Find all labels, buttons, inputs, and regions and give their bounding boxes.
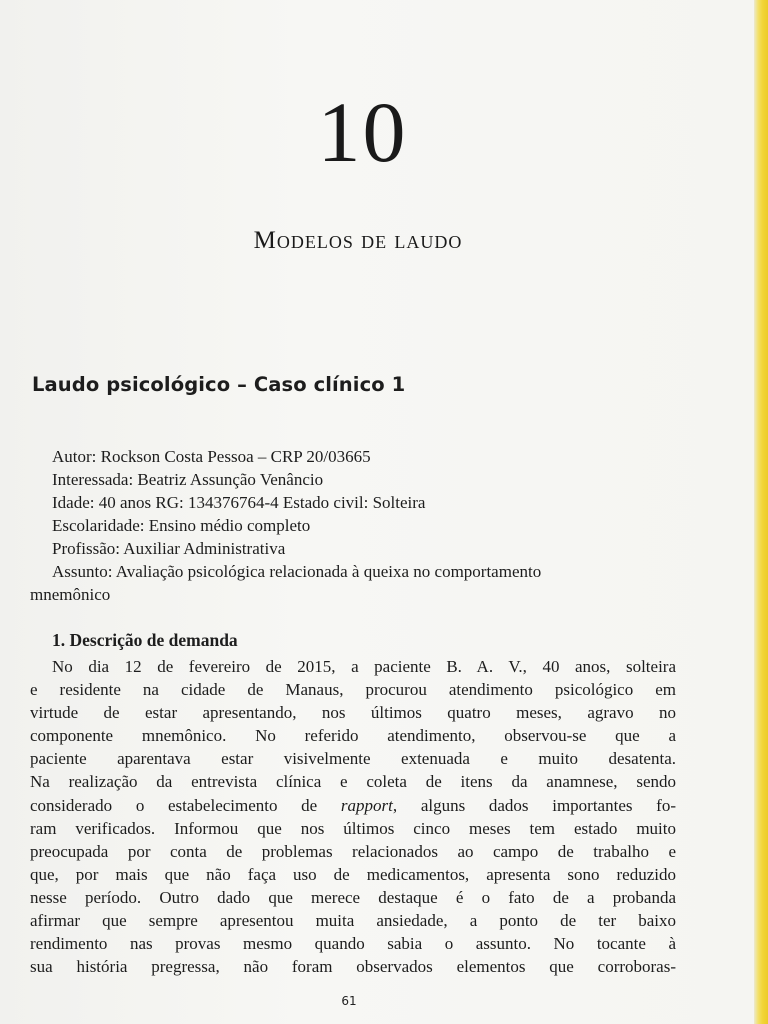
meta-interested-party: Interessada: Beatriz Assunção Venâncio <box>52 470 324 489</box>
body-line: preocupada por conta de problemas relacionados ao campo de trabalho e <box>30 841 676 861</box>
report-metadata <box>30 445 690 606</box>
body-line: e residente na cidade de Manaus, procurou atendimento psicológico em <box>30 680 676 700</box>
body-line: No dia 12 de fevereiro de 2015, a paciente B. A. V., 40 anos, solteira <box>52 657 676 676</box>
body-line <box>30 794 676 817</box>
body-line: paciente aparentava estar visivelmente extenuada e muito desatenta. <box>30 749 676 769</box>
body-line: que, por mais que não faça uso de medicamentos, apresenta sono reduzido <box>30 864 676 884</box>
body-line: componente mnemônico. No referido atendimento, observou-se que a <box>30 726 676 746</box>
body-line: nesse período. Outro dado que merece destaque é o fato de a probanda <box>30 887 676 907</box>
body-line: Na realização da entrevista clínica e coleta de itens da anamnese, sendo <box>30 772 676 792</box>
meta-profession: Profissão: Auxiliar Administrativa <box>52 539 286 558</box>
meta-age-id-status: Idade: 40 anos RG: 134376764-4 Estado civil: Solteira <box>52 493 426 512</box>
body-line-segment: considerado o estabelecimento de <box>30 795 341 815</box>
page-number: 61 <box>341 994 357 1008</box>
body-line: rendimento nas provas mesmo quando sabia o assunto. No tocante à <box>30 934 676 954</box>
page-edge <box>754 0 768 1024</box>
section-heading: Laudo psicológico – Caso clínico 1 <box>32 373 406 396</box>
chapter-title: Modelos de laudo <box>253 227 463 254</box>
body-line: virtude de estar apresentando, nos últimos quatro meses, agravo no <box>30 703 676 723</box>
meta-education: Escolaridade: Ensino médio completo <box>52 516 311 535</box>
body-line-segment: , alguns dados importantes fo- <box>392 795 676 815</box>
meta-subject: Assunto: Avaliação psicológica relacionada à queixa no comportamento <box>52 562 542 581</box>
body-line: afirmar que sempre apresentou muita ansiedade, a ponto de ter baixo <box>30 911 676 931</box>
body-line: sua história pregressa, não foram observados elementos que corroboras- <box>30 957 676 977</box>
body-line: ram verificados. Informou que nos últimos cinco meses tem estado muito <box>30 818 676 838</box>
italic-term-rapport: rapport <box>340 795 393 815</box>
subsection-heading: 1. Descrição de demanda <box>52 630 238 650</box>
chapter-number: 10 <box>317 84 408 180</box>
body-paragraph <box>30 655 676 978</box>
meta-author: Autor: Rockson Costa Pessoa – CRP 20/03665 <box>52 447 371 466</box>
meta-subject-continued: mnemônico <box>30 585 111 604</box>
